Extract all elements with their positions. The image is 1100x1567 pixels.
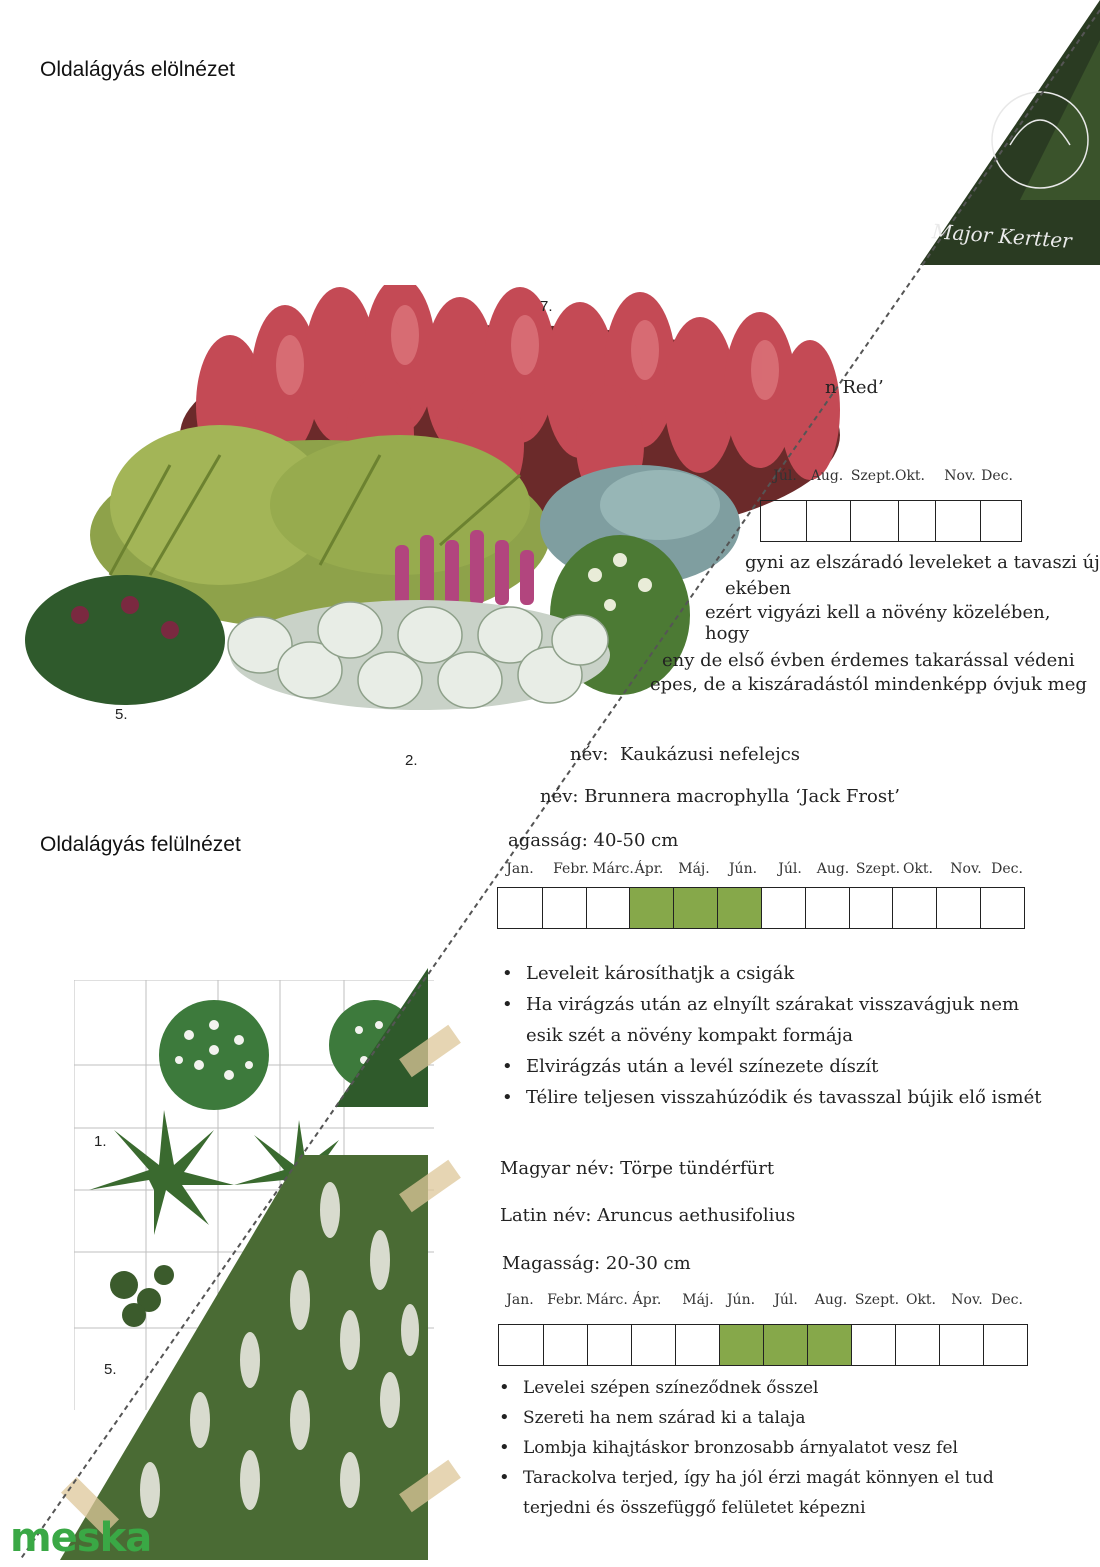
month-label: Máj. — [678, 861, 710, 877]
calendar-cell-bloom — [719, 1325, 763, 1365]
month-label: Dec. — [991, 861, 1023, 877]
month-label: Okt. — [905, 1292, 937, 1308]
plant-top-name-fragment: n Red’ — [825, 377, 884, 398]
top-label-1: 1. — [94, 1133, 107, 1150]
top-label-5: 5. — [104, 1361, 117, 1378]
brunnera-magyar: név: Kaukázusi nefelejcs — [570, 744, 801, 765]
calendar-cell — [895, 1325, 939, 1365]
label-5: 5. — [115, 706, 128, 723]
calendar-cell-bloom — [673, 888, 717, 928]
brunnera-height: agasság: 40-50 cm — [508, 830, 679, 851]
month-label: Jún. — [726, 1292, 756, 1308]
month-label: Máj. — [682, 1292, 714, 1308]
calendar-cell — [983, 1325, 1027, 1365]
brunnera-bullets — [500, 958, 1060, 1113]
aruncus-bullet: • Tarackolva terjed, így ha jól érzi magát könnyen el tud terjedni és összefüggő felületet képezni — [497, 1463, 1057, 1523]
calendar-cell — [499, 1325, 543, 1365]
top-month-okt: Okt. — [894, 468, 926, 484]
calendar-cell — [675, 1325, 719, 1365]
calendar-cell — [542, 888, 586, 928]
meska-watermark: meska — [10, 1515, 152, 1561]
month-label: Dec. — [991, 1292, 1023, 1308]
label-2: 2. — [405, 752, 418, 769]
top-month-nov: Nov. — [944, 468, 976, 484]
aruncus-latin: Latin név: Aruncus aethusifolius — [500, 1205, 796, 1226]
plant-top-note-3: ezért vigyázi kell a növény közelében, hogy — [705, 602, 1051, 644]
label-7: 7. — [540, 298, 553, 315]
month-label: Jan. — [506, 861, 534, 877]
calendar-cell — [543, 1325, 587, 1365]
calendar-cell — [805, 888, 849, 928]
calendar-cell — [631, 1325, 675, 1365]
top-bloom-calendar — [760, 500, 1022, 542]
month-label: Márc. — [592, 861, 634, 877]
brunnera-latin: név: Brunnera macrophylla ‘Jack Frost’ — [540, 786, 901, 807]
calendar-cell — [849, 888, 893, 928]
calendar-cell-bloom — [629, 888, 673, 928]
month-label: Júl. — [778, 861, 802, 877]
calendar-cell — [892, 888, 936, 928]
brunnera-bloom-calendar — [497, 887, 1025, 929]
month-label: Nov. — [951, 1292, 983, 1308]
brunnera-bullet: • Ha virágzás után az elnyílt szárakat visszavágjuk nem esik szét a növény kompakt formája — [500, 989, 1060, 1051]
top-month-dec: Dec. — [981, 468, 1013, 484]
logo-text: Major Kertter — [931, 219, 1073, 253]
month-label: Szept. — [855, 861, 901, 877]
month-label: Aug. — [816, 861, 850, 877]
aruncus-bullet: • Szereti ha nem szárad ki a talaja — [497, 1403, 1057, 1433]
calendar-cell — [498, 888, 542, 928]
month-label: Nov. — [950, 861, 982, 877]
calendar-cell — [761, 888, 805, 928]
aruncus-bullet: • Lombja kihajtáskor bronzosabb árnyalatot vesz fel — [497, 1433, 1057, 1463]
top-month-jul: Júl. — [773, 468, 797, 484]
top-month-szept: Szept. — [850, 468, 896, 484]
month-label: Jan. — [506, 1292, 534, 1308]
calendar-cell — [939, 1325, 983, 1365]
aruncus-height: Magasság: 20-30 cm — [502, 1253, 691, 1274]
plant-top-note-2: ekében — [725, 578, 791, 599]
brunnera-bullet: • Leveleit károsíthatjk a csigák — [500, 958, 1060, 989]
calendar-cell-bloom — [717, 888, 761, 928]
front-view-title: Oldalágyás elölnézet — [40, 58, 235, 81]
calendar-cell — [586, 888, 630, 928]
month-label: Márc. — [586, 1292, 628, 1308]
plant-top-note-4: eny de első évben érdemes takarással védeni — [662, 650, 1075, 671]
aruncus-bloom-calendar — [498, 1324, 1028, 1366]
calendar-cell-bloom — [763, 1325, 807, 1365]
calendar-cell — [851, 1325, 895, 1365]
month-label: Szept. — [854, 1292, 900, 1308]
month-label: Ápr. — [632, 1292, 662, 1308]
calendar-cell-bloom — [807, 1325, 851, 1365]
aruncus-magyar: Magyar név: Törpe tündérfürt — [500, 1158, 775, 1179]
brunnera-bullet: • Elvirágzás után a levél színezete díszít — [500, 1051, 1060, 1082]
calendar-cell — [936, 888, 980, 928]
month-label: Ápr. — [634, 861, 664, 877]
month-label: Aug. — [814, 1292, 848, 1308]
top-view-title: Oldalágyás felülnézet — [40, 833, 241, 856]
month-label: Okt. — [902, 861, 934, 877]
month-label: Jún. — [728, 861, 758, 877]
month-label: Febr. — [553, 861, 589, 877]
plant-top-note-1: gyni az elszáradó leveleket a tavaszi új — [745, 552, 1100, 573]
month-label: Júl. — [774, 1292, 798, 1308]
top-month-aug: Aug. — [810, 468, 844, 484]
month-label: Febr. — [547, 1292, 583, 1308]
plant-top-note-5: epes, de a kiszáradástól mindenképp óvjuk meg — [650, 674, 1087, 695]
brunnera-bullet: • Télire teljesen visszahúzódik és tavasszal bújik elő ismét — [500, 1082, 1060, 1113]
aruncus-bullets — [497, 1373, 1057, 1523]
calendar-cell — [587, 1325, 631, 1365]
aruncus-bullet: • Levelei szépen színeződnek ősszel — [497, 1373, 1057, 1403]
calendar-cell — [980, 888, 1024, 928]
